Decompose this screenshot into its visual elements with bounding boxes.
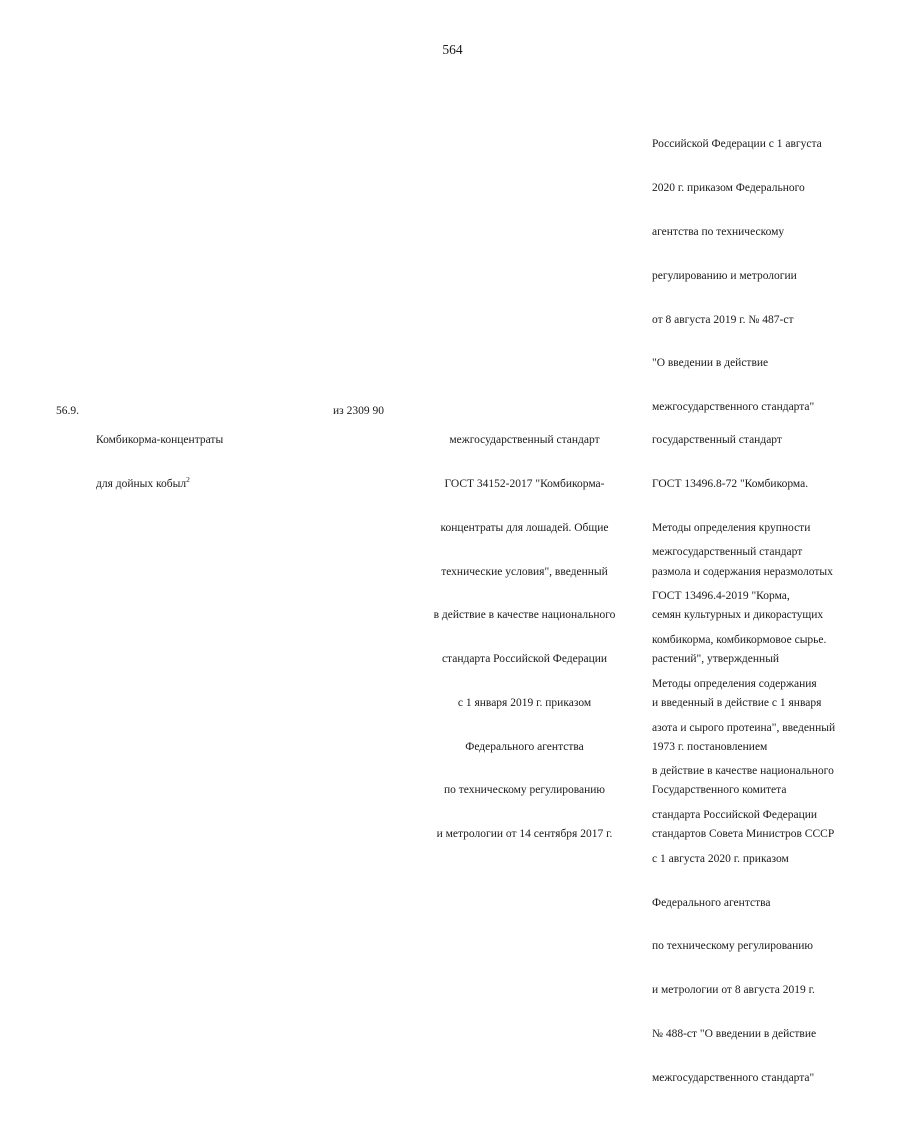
text-line: межгосударственный стандарт	[652, 546, 803, 559]
text-line: государственный стандарт	[652, 434, 782, 447]
standard-reference-cell	[412, 404, 637, 856]
text-line: от 8 августа 2019 г. № 487-ст	[652, 313, 794, 326]
text-line: межгосударственный стандарт	[449, 434, 600, 447]
text-line: межгосударственного стандарта"	[652, 401, 815, 414]
text-line: комбикорма, комбикормовое сырье.	[652, 633, 827, 646]
text-line: "О введении в действие	[652, 357, 769, 370]
text-line: Государственного комитета	[652, 784, 787, 797]
tnved-code: из 2309 90	[333, 405, 384, 417]
text-line: концентраты для лошадей. Общие	[440, 521, 609, 534]
text-line: межгосударственного стандарта"	[652, 1071, 815, 1084]
text-line: ГОСТ 13496.8-72 "Комбикорма.	[652, 477, 809, 490]
text-line: растений", утвержденный	[652, 653, 780, 666]
product-name-cell	[96, 404, 223, 506]
text-line: в действие в качестве национального	[652, 765, 834, 778]
replaced-standard-cell	[652, 404, 834, 856]
text-line: № 488-ст "О введении в действие	[652, 1028, 817, 1040]
text-line: и метрологии от 14 сентября 2017 г.	[436, 828, 613, 841]
text-line: семян культурных и дикорастущих	[652, 609, 824, 622]
page-number: 564	[442, 42, 463, 57]
text-line: ГОСТ 34152-2017 "Комбикорма-	[444, 477, 605, 490]
text-line: стандарта Российской Федерации	[652, 809, 818, 822]
text-line: регулированию и метрологии	[652, 269, 797, 282]
text-line: Методы определения содержания	[652, 677, 817, 690]
text-line: в действие в качестве национального	[433, 609, 616, 622]
text-line: агентства по техническому	[652, 225, 785, 238]
text-line: 2020 г. приказом Федерального	[652, 182, 805, 195]
text-line: Методы определения крупности	[652, 521, 811, 534]
footnote-mark: 2	[186, 474, 190, 484]
text-line: азота и сырого протеина", введенный	[652, 721, 836, 734]
text-line: Федерального агентства	[652, 896, 771, 909]
text-line: 1973 г. постановлением	[652, 740, 768, 753]
text-line: ГОСТ 13496.4-2019 "Корма,	[652, 590, 790, 603]
product-name-line: Комбикорма-концентраты	[96, 434, 224, 447]
text-line: Российской Федерации с 1 августа	[652, 138, 822, 151]
text-line: стандартов Совета Министров СССР	[652, 828, 835, 841]
text-line: Федерального агентства	[465, 740, 584, 753]
text-line: по техническому регулированию	[652, 940, 814, 953]
text-line: и введенный в действие с 1 января	[652, 696, 822, 709]
text-line: размола и содержания неразмолотых	[652, 565, 833, 578]
product-name-line	[96, 474, 223, 492]
text-line: и метрологии от 8 августа 2019 г.	[652, 984, 815, 997]
text-line: технические условия", введенный	[441, 565, 608, 578]
text-line: с 1 января 2019 г. приказом	[457, 696, 592, 709]
text-line: стандарта Российской Федерации	[441, 653, 608, 666]
product-name-text: для дойных кобыл	[96, 477, 187, 490]
continuation-paragraph-1	[652, 108, 835, 444]
row-number: 56.9.	[56, 405, 79, 417]
text-line: с 1 августа 2020 г. приказом	[652, 852, 789, 865]
text-line: по техническому регулированию	[443, 784, 606, 797]
